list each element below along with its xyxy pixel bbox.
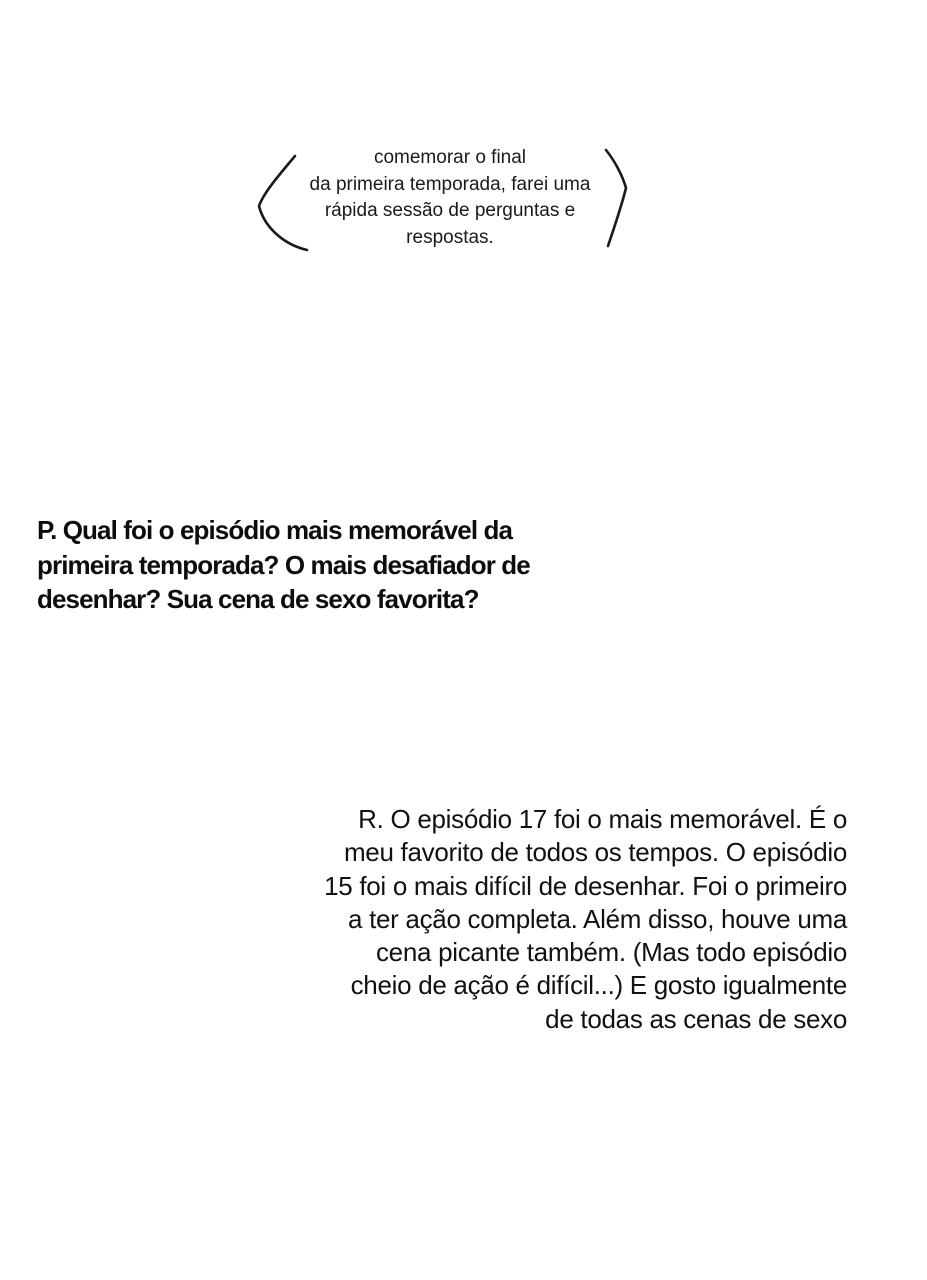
answer-line: de todas as cenas de sexo	[545, 1003, 847, 1034]
answer-line: a ter ação completa. Além disso, houve uma	[347, 903, 847, 934]
answer-line: cena picante também. (Mas todo episódio	[375, 937, 847, 968]
answer-line: R. O episódio 17 foi o mais memorável. É o	[358, 804, 847, 834]
bubble-line: comemorar o final	[373, 147, 527, 168]
question-line: primeira temporada? O mais desafiador de	[37, 549, 530, 580]
bubble-line: rápida sessão de perguntas e	[324, 200, 576, 221]
bubble-text	[290, 145, 610, 251]
answer-line: meu favorito de todos os tempos. O episódio	[343, 837, 847, 868]
question-text	[37, 513, 597, 617]
answer-line: cheio de ação é difícil...) E gosto igualmente	[350, 970, 847, 1001]
speech-bubble	[250, 140, 640, 258]
question-line: desenhar? Sua cena de sexo favorita?	[37, 584, 479, 614]
answer-line: 15 foi o mais difícil de desenhar. Foi o primeiro	[324, 870, 847, 901]
question-line: P. Qual foi o episódio mais memorável da	[37, 515, 513, 545]
bubble-line: da primeira temporada, farei uma	[309, 173, 591, 195]
answer-text	[227, 803, 847, 1036]
bubble-line: respostas.	[406, 226, 494, 248]
